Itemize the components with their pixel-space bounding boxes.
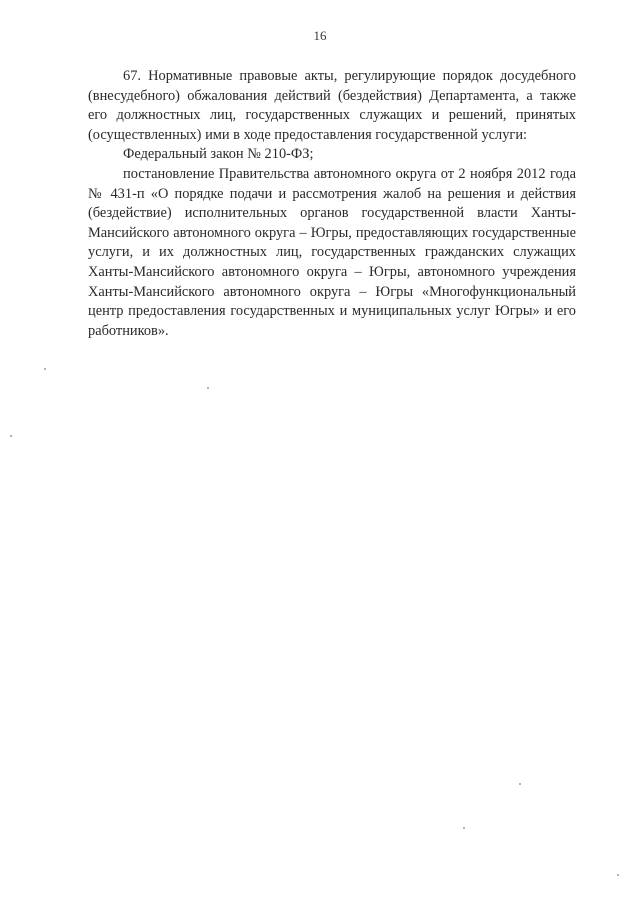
page-number: 16: [313, 28, 327, 43]
document-body: [88, 67, 576, 341]
scan-speck: [617, 874, 619, 876]
scan-speck: [519, 783, 521, 785]
paragraph-federal-law: Федеральный закон № 210-ФЗ;: [123, 146, 314, 163]
scan-speck: [207, 387, 209, 389]
paragraph-resolution: постановление Правительства автономного округа от 2 ноября 2012 года № 431-п «О порядке подачи и рассмотрения жалоб на решения и действия (бездействие) исполнительных органов государственной власти Ханты-Мансийского автономного округа – Югры, предоставляющих государственные услуги, и их должностных лиц, государственных гражданских служащих Ханты-Мансийского автономного округа – Югры, автономного учреждения Ханты-Мансийского автономного округа – Югры «Многофункциональный центр предоставления государственных и муниципальных услуг Югры» и его работников».: [88, 165, 576, 339]
scan-speck: [10, 435, 12, 437]
scan-speck: [44, 368, 46, 370]
scan-speck: [463, 827, 465, 829]
paragraph-67: 67. Нормативные правовые акты, регулирующие порядок досудебного (внесудебного) обжалования действий (бездействия) Департамента, а также его должностных лиц, государственных служащих и решений, принятых (осуществленных) ими в ходе предоставления государственной услуги:: [88, 68, 576, 143]
